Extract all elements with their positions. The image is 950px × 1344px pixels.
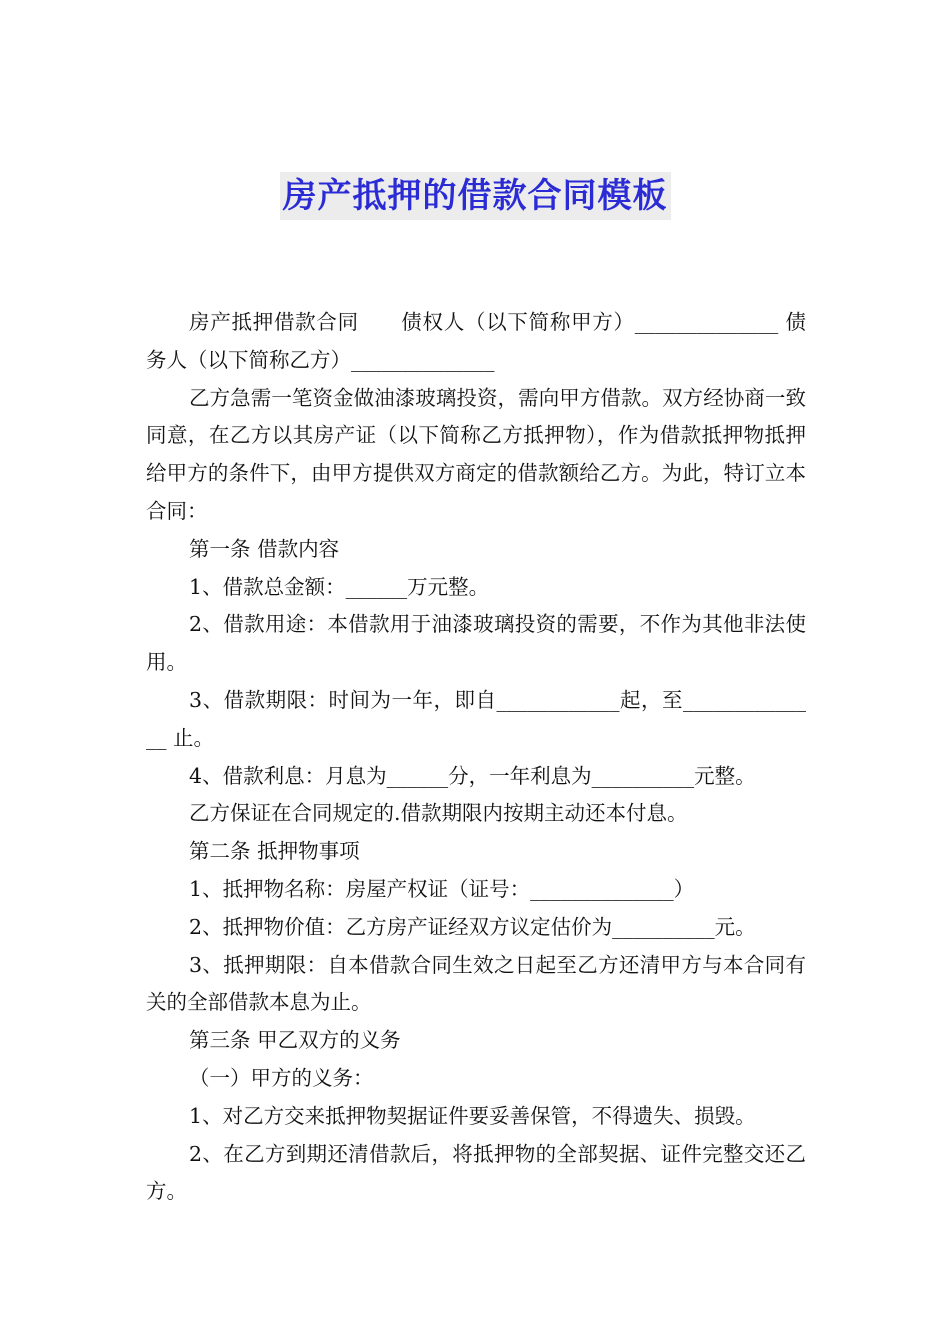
document-title: 房产抵押的借款合同模板 (280, 172, 671, 220)
clause-loan-amount: 1、借款总金额：______万元整。 (189, 574, 490, 599)
clause-collateral-value: 2、抵押物价值：乙方房产证经双方议定估价为__________元。 (189, 914, 756, 939)
document-body (146, 304, 806, 1211)
section-party-a-duties: （一）甲方的义务： (189, 1065, 374, 1090)
clause-collateral-term: 3、抵押期限：自本借款合同生效之日起至乙方还清甲方与本合同有关的全部借款本息为止。 (146, 952, 806, 1015)
clause-safekeeping: 1、对乙方交来抵押物契据证件要妥善保管，不得遗失、损毁。 (189, 1103, 756, 1128)
paragraph-preamble: 乙方急需一笔资金做油漆玻璃投资，需向甲方借款。双方经协商一致同意，在乙方以其房产证（以下简称乙方抵押物），作为借款抵押物抵押给甲方的条件下，由甲方提供双方商定的借款额给乙方。为此，特订立本合同： (146, 385, 806, 523)
article-2-heading: 第二条 抵押物事项 (189, 839, 360, 864)
clause-loan-interest: 4、借款利息：月息为______分，一年利息为__________元整。 (189, 763, 756, 788)
article-1-heading: 第一条 借款内容 (189, 536, 340, 561)
clause-collateral-name: 1、抵押物名称：房屋产权证（证号：______________） (189, 876, 695, 901)
paragraph-parties: 房产抵押借款合同 债权人（以下简称甲方）______________ 债务人（以下简称乙方）______________ (146, 310, 806, 372)
clause-loan-term: 3、借款期限：时间为一年，即自____________起，至______________ 止。 (146, 687, 806, 750)
clause-repayment-guarantee: 乙方保证在合同规定的.借款期限内按期主动还本付息。 (189, 801, 688, 826)
clause-loan-purpose: 2、借款用途：本借款用于油漆玻璃投资的需要，不作为其他非法使用。 (146, 612, 806, 675)
article-3-heading: 第三条 甲乙双方的义务 (189, 1028, 401, 1053)
clause-return-documents: 2、在乙方到期还清借款后，将抵押物的全部契据、证件完整交还乙方。 (146, 1141, 806, 1204)
title-container (0, 172, 950, 220)
